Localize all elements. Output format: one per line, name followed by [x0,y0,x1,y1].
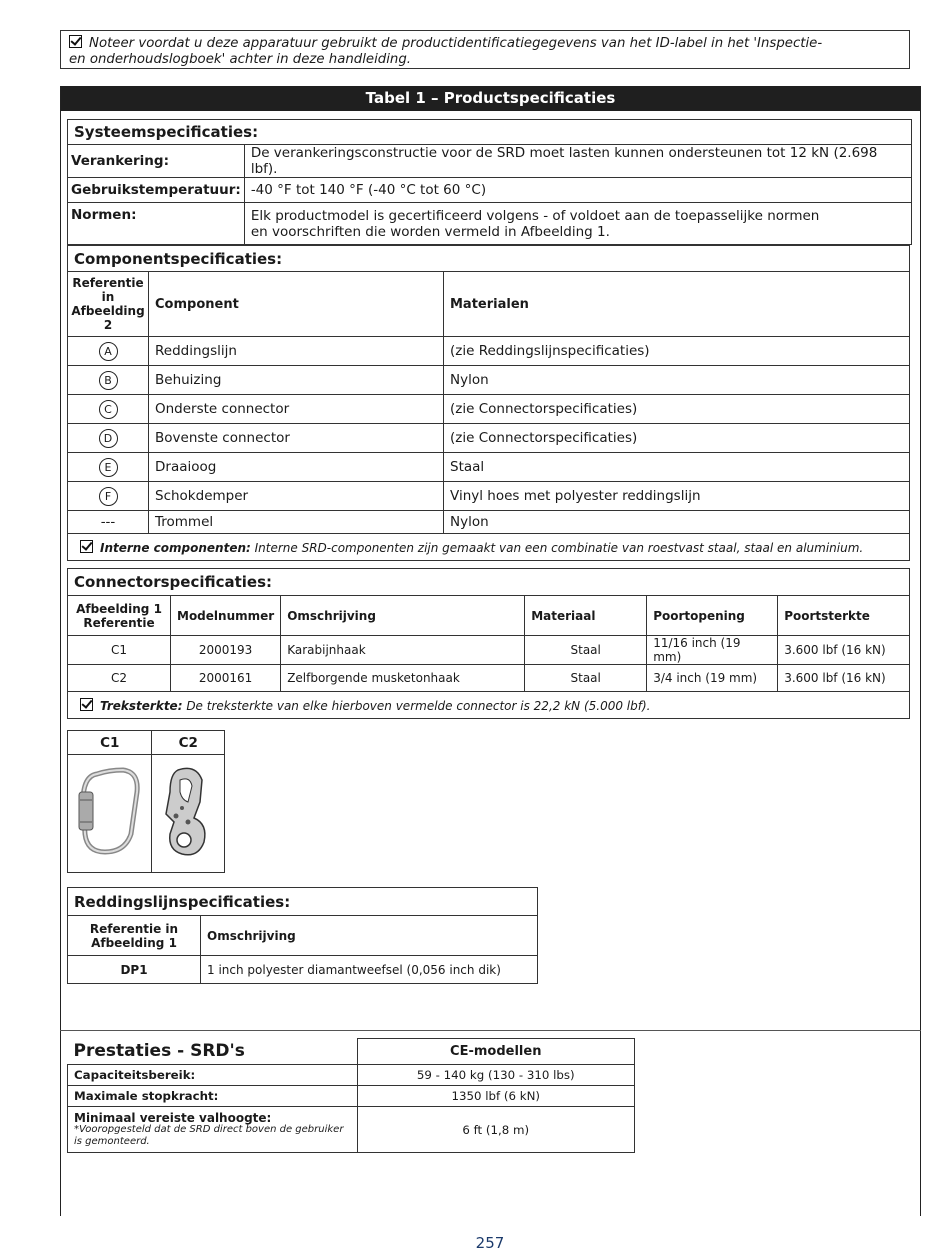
table-row: C Onderste connector (zie Connectorspecificaties) [68,395,910,424]
description-header: Omschrijving [201,916,538,956]
system-specs-heading: Systeemspecificaties: [68,120,912,145]
component-header: Component [149,272,444,337]
table-row: Capaciteitsbereik: 59 - 140 kg (130 - 310 lbs) [68,1065,635,1086]
tensile-strength-note: Treksterkte: De treksterkte van elke hierboven vermelde connector is 22,2 kN (5.000 lbf). [68,692,910,719]
table-row: D Bovenste connector (zie Connectorspecificaties) [68,424,910,453]
strength-header: Poortsterkte [778,596,910,636]
c1-header: C1 [68,731,152,755]
standards-value: Elk productmodel is gecertificeerd volgens - of voldoet aan de toepasselijke normen en voorschriften die worden vermeld in Afbeelding 1. [244,203,911,245]
snap-hook-icon [158,762,218,862]
material-header: Materialen [444,272,910,337]
system-specs-table [67,119,912,245]
checkbox-icon [69,35,82,48]
section-divider [60,1030,921,1031]
performance-heading: Prestaties - SRD's [68,1039,358,1065]
table-row: E Draaioog Staal [68,453,910,482]
table-row: --- Trommel Nylon [68,511,910,534]
table-row: B Behuizing Nylon [68,366,910,395]
lifeline-specs-heading: Reddingslijnspecificaties: [68,888,538,916]
snap-hook-image [152,755,225,873]
table-row: C1 2000193 Karabijnhaak Staal 11/16 inch (19 mm) 3.600 lbf (16 kN) [68,636,910,665]
anchorage-label: Verankering: [68,145,245,178]
performance-table [67,1038,635,1153]
standards-label: Normen: [68,203,245,245]
model-header: Modelnummer [171,596,281,636]
usage-notice: Noteer voordat u deze apparatuur gebruikt de productidentificatiegegevens van het ID-label in het 'Inspectie- en onderhoudslogboek' achter in deze handleiding. [60,30,910,69]
component-specs-heading: Componentspecificaties: [68,246,910,272]
table-title: Tabel 1 – Productspecificaties [61,86,920,111]
ce-models-header: CE-modellen [357,1039,635,1065]
c2-header: C2 [152,731,225,755]
ref-header: Referentie in Afbeelding 2 [68,272,149,337]
ref-badge: E [99,458,118,477]
material-header: Materiaal [525,596,647,636]
connector-specs-heading: Connectorspecificaties: [68,569,910,596]
internal-components-note: Interne componenten: Interne SRD-componenten zijn gemaakt van een combinatie van roestvast staal, staal en aluminium. [68,534,910,561]
table-row: C2 2000161 Zelfborgende musketonhaak Staal 3/4 inch (19 mm) 3.600 lbf (16 kN) [68,665,910,692]
checkbox-icon [80,540,93,553]
table-row: DP1 1 inch polyester diamantweefsel (0,056 inch dik) [68,956,538,984]
anchorage-value: De verankeringsconstructie voor de SRD moet lasten kunnen ondersteunen tot 12 kN (2.698 lbf). [244,145,911,178]
temperature-label: Gebruikstemperatuur: [68,178,245,203]
carabiner-image [68,755,152,873]
ref-badge: B [99,371,118,390]
gate-header: Poortopening [647,596,778,636]
ref-badge: D [99,429,118,448]
page-number: 257 [475,1234,505,1252]
description-header: Omschrijving [281,596,525,636]
lifeline-specs-table [67,887,538,984]
connector-specs-table [67,568,910,719]
table-row: Maximale stopkracht: 1350 lbf (6 kN) [68,1086,635,1107]
table-row: F Schokdemper Vinyl hoes met polyester reddingslijn [68,482,910,511]
carabiner-icon [75,762,145,862]
ref-badge: A [99,342,118,361]
ref-badge: C [99,400,118,419]
component-specs-table [67,245,910,561]
temperature-value: -40 °F tot 140 °F (-40 °C tot 60 °C) [244,178,911,203]
connector-images-table [67,730,225,873]
checkbox-icon [80,698,93,711]
ref-header: Referentie in Afbeelding 1 [68,916,201,956]
ref-badge: F [99,487,118,506]
table-row: Minimaal vereiste valhoogte: *Vooropgesteld dat de SRD direct boven de gebruiker is gemonteerd. 6 ft (1,8 m) [68,1107,635,1153]
ref-header: Afbeelding 1 Referentie [68,596,171,636]
table-row: A Reddingslijn (zie Reddingslijnspecificaties) [68,337,910,366]
